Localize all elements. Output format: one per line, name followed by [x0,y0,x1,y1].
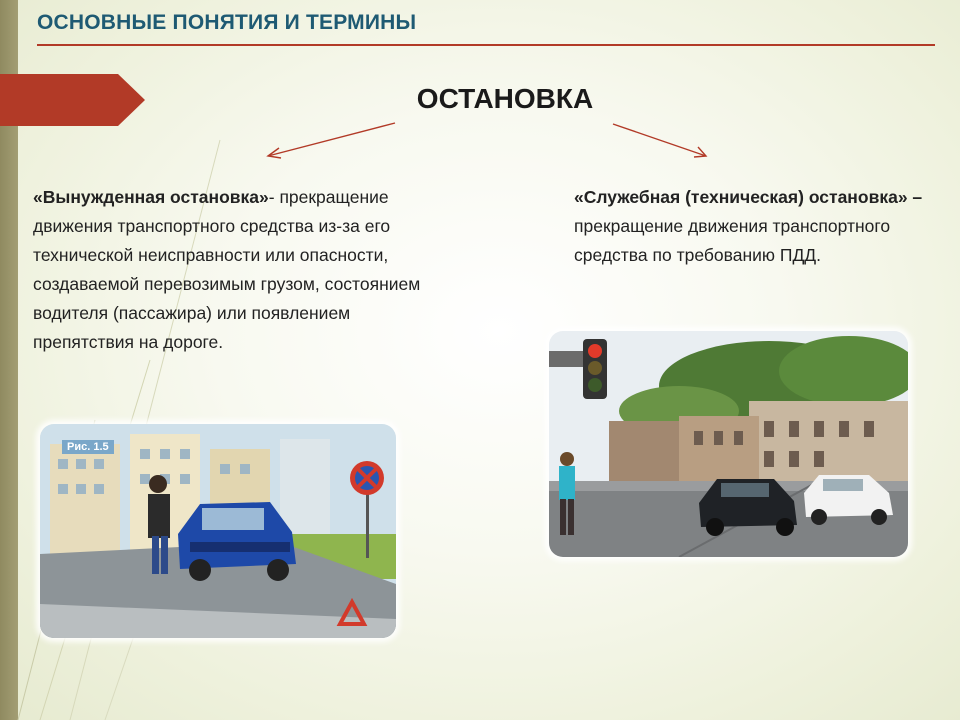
figure-caption: Рис. 1.5 [62,440,114,454]
street-scene [549,331,908,557]
service-stop-definition [574,183,954,270]
header-divider [37,44,935,46]
forced-stop-term: «Вынужденная остановка» [33,187,269,207]
forced-stop-scene [40,424,396,638]
service-stop-photo [549,331,908,557]
forced-stop-illustration [40,424,396,638]
main-title: ОСТАНОВКА [416,83,594,114]
service-stop-text: прекращение движения транспортного средства по требованию ПДД. [574,216,891,265]
forced-stop-definition [33,183,433,357]
page-header-title: ОСНОВНЫЕ ПОНЯТИЯ И ТЕРМИНЫ [37,11,417,34]
forced-stop-text: - прекращение движения транспортного средства из-за его технической неисправности или опасности, создаваемой перевозимым грузом, состоянием водителя (пассажира) или появлением препятствия на дороге. [33,187,421,352]
service-stop-term: «Служебная (техническая) остановка» – [574,187,923,207]
